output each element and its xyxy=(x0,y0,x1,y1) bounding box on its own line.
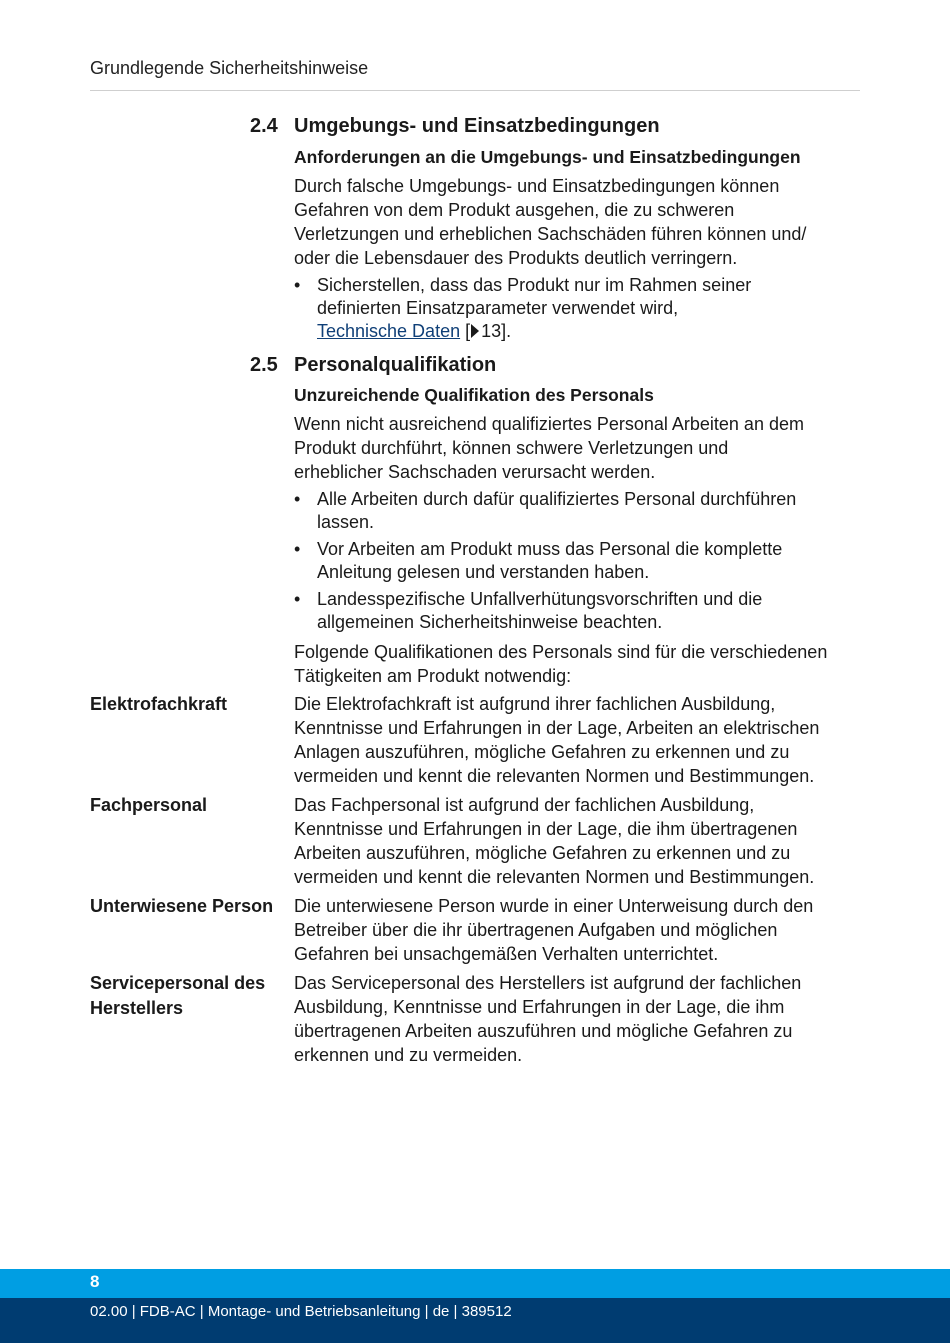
text-line: Betreiber über die ihr übertragenen Aufgaben und möglichen xyxy=(294,920,778,940)
term-line: Unterwiesene Person xyxy=(90,896,274,916)
text-line: Anlagen auszuführen, mögliche Gefahren zu erkennen und zu xyxy=(294,742,790,762)
section-2-4-subheading: Anforderungen an die Umgebungs- und Einsatzbedingungen xyxy=(294,147,801,167)
text-line: vermeiden und kennt die relevanten Normen und Bestimmungen. xyxy=(294,867,815,887)
text-line: Kenntnisse und Erfahrungen in der Lage, die ihm übertragenen xyxy=(294,819,798,839)
term-servicepersonal xyxy=(90,971,285,1021)
running-header: Grundlegende Sicherheitshinweise xyxy=(90,58,369,78)
text-line: Das Fachpersonal ist aufgrund der fachlichen Ausbildung, xyxy=(294,795,755,815)
bullet-icon: • xyxy=(294,589,301,609)
cross-reference: Technische Daten [ 13]. xyxy=(317,321,512,341)
text-line: definierten Einsatzparameter verwendet wird, xyxy=(317,298,679,318)
term-line: Herstellers xyxy=(90,998,184,1018)
section-2-5-paragraph xyxy=(294,412,864,484)
text-line: Durch falsche Umgebungs- und Einsatzbedingungen können xyxy=(294,176,780,196)
text-line: Gefahren bei unsachgemäßen Verhalten unterrichtet. xyxy=(294,944,719,964)
definition-fachpersonal xyxy=(294,793,864,889)
term-fachpersonal xyxy=(90,793,285,818)
term-unterwiesene-person xyxy=(90,894,285,919)
bullet-icon: • xyxy=(294,489,301,509)
text-line: Verletzungen und erheblichen Sachschäden führen können und/ xyxy=(294,224,807,244)
header-divider xyxy=(90,90,860,91)
text-line: oder die Lebensdauer des Produkts deutlich verringern. xyxy=(294,248,738,268)
page-reference: 13]. xyxy=(481,321,512,341)
text-line: vermeiden und kennt die relevanten Normen und Bestimmungen. xyxy=(294,766,815,786)
page-number: 8 xyxy=(90,1272,100,1291)
text-line: übertragenen Arbeiten auszuführen und mögliche Gefahren zu xyxy=(294,1021,793,1041)
text-line: Vor Arbeiten am Produkt muss das Personal die komplette xyxy=(317,539,783,559)
bullet-icon: • xyxy=(294,275,301,295)
text-line: Kenntnisse und Erfahrungen in der Lage, Arbeiten an elektrischen xyxy=(294,718,820,738)
definition-elektrofachkraft xyxy=(294,692,864,788)
text-line: Das Servicepersonal des Herstellers ist aufgrund der fachlichen xyxy=(294,973,802,993)
section-2-4-paragraph xyxy=(294,174,864,270)
section-number: 2.5 xyxy=(250,354,278,376)
bullet-item xyxy=(294,538,864,584)
text-line: erheblicher Sachschaden verursacht werden. xyxy=(294,462,656,482)
term-line: Servicepersonal des xyxy=(90,973,266,993)
footer-page-bar xyxy=(0,1269,950,1298)
text-line: Anleitung gelesen und verstanden haben. xyxy=(317,562,650,582)
term-line: Elektrofachkraft xyxy=(90,694,228,714)
bullet-item xyxy=(294,274,864,343)
text-line: Gefahren von dem Produkt ausgehen, die zu schweren xyxy=(294,200,735,220)
section-2-5-heading xyxy=(250,354,496,377)
definition-unterwiesene-person xyxy=(294,894,864,966)
text-line: lassen. xyxy=(317,512,375,532)
text-line: Landesspezifische Unfallverhütungsvorschriften und die xyxy=(317,589,763,609)
definition-servicepersonal xyxy=(294,971,864,1067)
term-line: Fachpersonal xyxy=(90,795,208,815)
bullet-item xyxy=(294,488,864,534)
term-elektrofachkraft xyxy=(90,692,285,717)
section-2-5-subheading: Unzureichende Qualifikation des Personals xyxy=(294,385,654,405)
section-title: Umgebungs- und Einsatzbedingungen xyxy=(294,115,660,137)
text-line: Alle Arbeiten durch dafür qualifiziertes Personal durchführen xyxy=(317,489,797,509)
text-line: Folgende Qualifikationen des Personals sind für die verschiedenen xyxy=(294,642,828,662)
text-line: Sicherstellen, dass das Produkt nur im Rahmen seiner xyxy=(317,275,752,295)
text-line: erkennen und zu vermeiden. xyxy=(294,1045,523,1065)
text-line: allgemeinen Sicherheitshinweise beachten. xyxy=(317,612,663,632)
qualifications-intro xyxy=(294,640,864,688)
page-ref-arrow-icon xyxy=(471,324,479,338)
footer-doc-info: 02.00 | FDB-AC | Montage- und Betriebsanleitung | de | 389512 xyxy=(90,1303,512,1320)
text-line: Wenn nicht ausreichend qualifiziertes Personal Arbeiten an dem xyxy=(294,414,804,434)
text-line: Produkt durchführt, können schwere Verletzungen und xyxy=(294,438,729,458)
bullet-item xyxy=(294,588,864,634)
text-line: Ausbildung, Kenntnisse und Erfahrungen in der Lage, die ihm xyxy=(294,997,785,1017)
section-title: Personalqualifikation xyxy=(294,354,497,376)
technische-daten-link[interactable]: Technische Daten xyxy=(317,321,461,341)
text-line: Arbeiten auszuführen, mögliche Gefahren zu erkennen und zu xyxy=(294,843,791,863)
text-line: Die Elektrofachkraft ist aufgrund ihrer fachlichen Ausbildung, xyxy=(294,694,776,714)
bullet-icon: • xyxy=(294,539,301,559)
text-line: Tätigkeiten am Produkt notwendig: xyxy=(294,666,572,686)
text-line: Die unterwiesene Person wurde in einer Unterweisung durch den xyxy=(294,896,814,916)
section-number: 2.4 xyxy=(250,115,278,137)
section-2-4-heading xyxy=(250,115,660,138)
